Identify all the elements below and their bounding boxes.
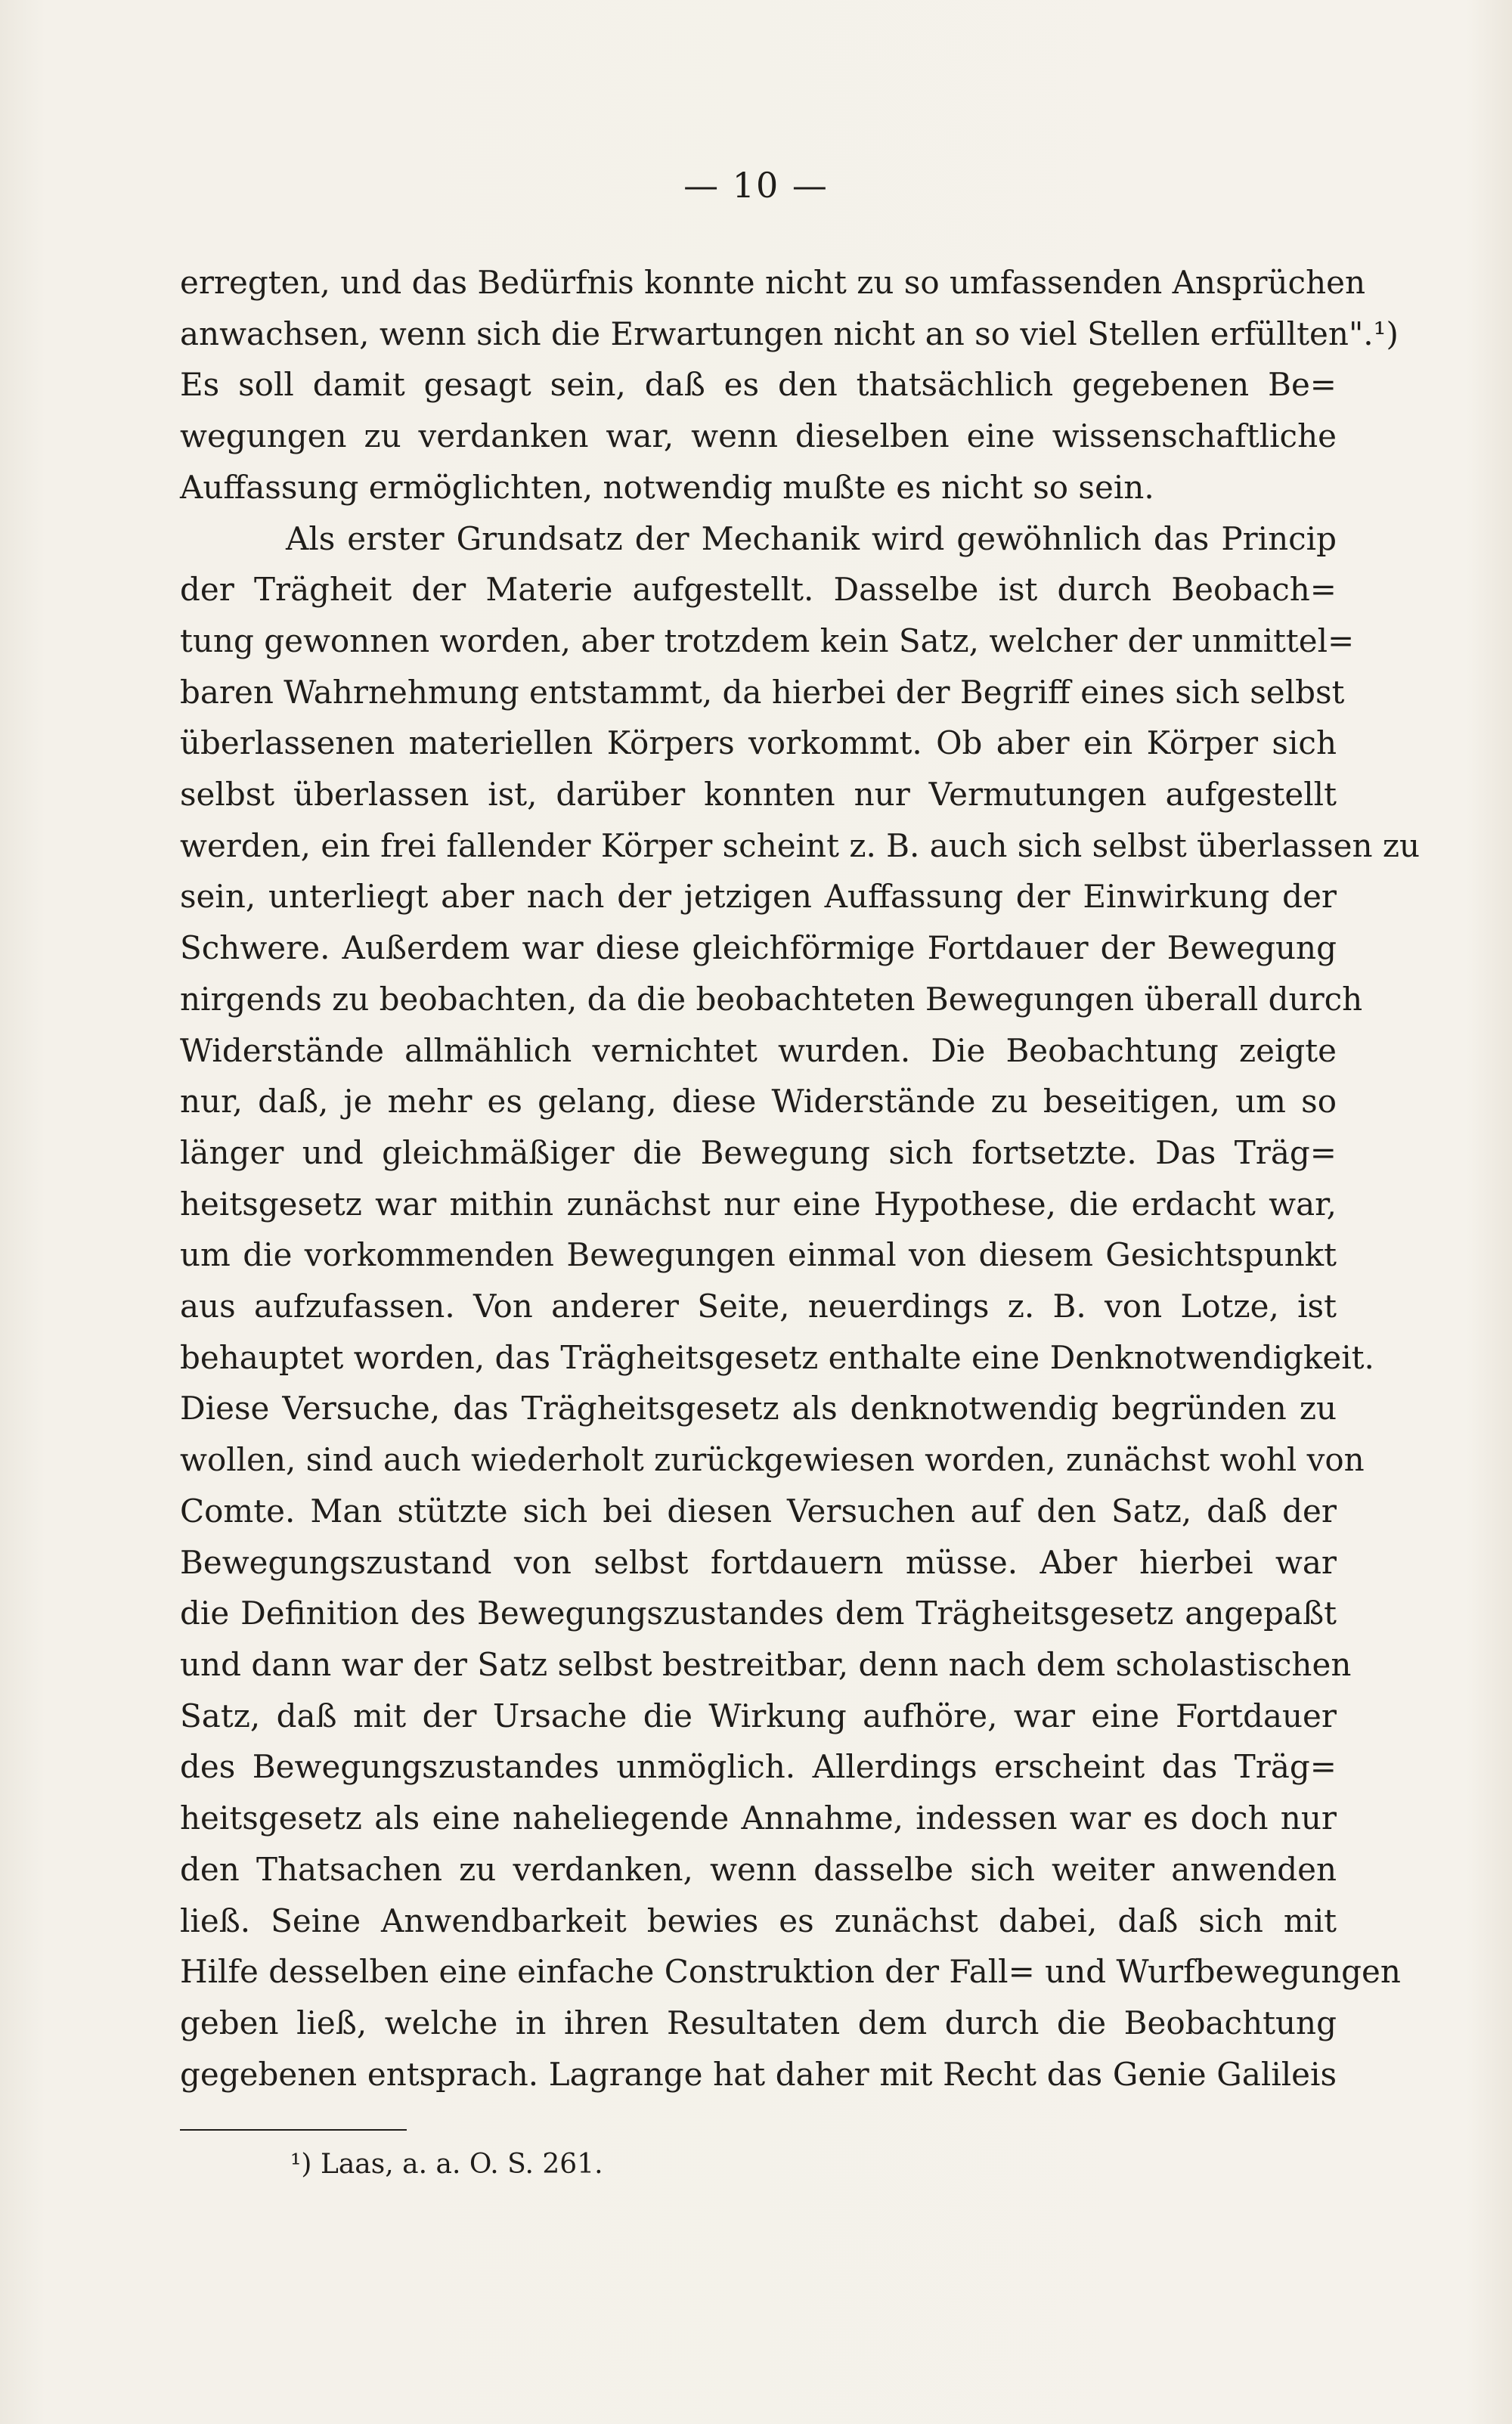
- text-line: baren Wahrnehmung entstammt, da hierbei der Begriff eines sich selbst: [180, 673, 1345, 711]
- text-line: werden, ein frei fallender Körper scheint z. B. auch sich selbst überlassen zu: [180, 826, 1421, 864]
- text-line: Auffassung ermöglichten, notwendig mußte es nicht so sein.: [180, 468, 1154, 506]
- text-line: länger und gleichmäßiger die Bewegung sich fortsetzte. Das Träg=: [180, 1133, 1337, 1171]
- text-line: Hilfe desselben eine einfache Construktion der Fall= und Wurfbewegungen: [180, 1953, 1401, 1991]
- text-line: wegungen zu verdanken war, wenn dieselben eine wissenschaftliche: [180, 417, 1337, 455]
- text-line: heitsgesetz war mithin zunächst nur eine Hypothese, die erdacht war,: [180, 1185, 1337, 1223]
- footnote-marker: ¹): [290, 2149, 312, 2180]
- text-line: wollen, sind auch wiederholt zurückgewiesen worden, zunächst wohl von: [180, 1441, 1365, 1479]
- text-line: Satz, daß mit der Ursache die Wirkung aufhöre, war eine Fortdauer: [180, 1697, 1337, 1734]
- text-line: Es soll damit gesagt sein, daß es den thatsächlich gegebenen Be=: [180, 366, 1337, 404]
- text-line: Schwere. Außerdem war diese gleichförmige Fortdauer der Bewegung: [180, 929, 1337, 967]
- text-line: die Definition des Bewegungszustandes dem Trägheitsgesetz angepaßt: [180, 1595, 1337, 1632]
- text-line: Diese Versuche, das Trägheitsgesetz als denknotwendig begründen zu: [180, 1390, 1337, 1427]
- page-number: — 10 —: [683, 165, 829, 206]
- text-line: anwachsen, wenn sich die Erwartungen nicht an so viel Stellen erfüllten".¹): [180, 315, 1399, 352]
- text-line: um die vorkommenden Bewegungen einmal von diesem Gesichtspunkt: [180, 1236, 1337, 1274]
- text-line: aus aufzufassen. Von anderer Seite, neuerdings z. B. von Lotze, ist: [180, 1288, 1337, 1325]
- text-line: Widerstände allmählich vernichtet wurden. Die Beobachtung zeigte: [180, 1031, 1337, 1069]
- text-line: Als erster Grundsatz der Mechanik wird gewöhnlich das Princip: [286, 519, 1337, 557]
- text-line: sein, unterliegt aber nach der jetzigen Auffassung der Einwirkung der: [180, 878, 1337, 916]
- footnote-text: Laas, a. a. O. S. 261.: [320, 2149, 603, 2180]
- text-line: erregten, und das Bedürfnis konnte nicht zu so umfassenden Ansprüchen: [180, 264, 1366, 301]
- text-line: behauptet worden, das Trägheitsgesetz enthalte eine Denknotwendigkeit.: [180, 1338, 1374, 1376]
- text-line: Comte. Man stützte sich bei diesen Versuchen auf den Satz, daß der: [180, 1492, 1337, 1530]
- text-line: ließ. Seine Anwendbarkeit bewies es zunächst dabei, daß sich mit: [180, 1902, 1337, 1939]
- text-line: und dann war der Satz selbst bestreitbar, denn nach dem scholastischen: [180, 1645, 1352, 1683]
- text-line: der Trägheit der Materie aufgestellt. Dasselbe ist durch Beobach=: [180, 571, 1337, 609]
- text-line: tung gewonnen worden, aber trotzdem kein Satz, welcher der unmittel=: [180, 621, 1355, 659]
- text-line: gegebenen entsprach. Lagrange hat daher mit Recht das Genie Galileis: [180, 2055, 1337, 2093]
- text-line: des Bewegungszustandes unmöglich. Allerdings erscheint das Träg=: [180, 1748, 1337, 1786]
- text-line: nirgends zu beobachten, da die beobachteten Bewegungen überall durch: [180, 980, 1363, 1018]
- text-line: nur, daß, je mehr es gelang, diese Widerstände zu beseitigen, um so: [180, 1083, 1337, 1121]
- footnote: [290, 2146, 603, 2184]
- text-line: geben ließ, welche in ihren Resultaten dem durch die Beobachtung: [180, 2004, 1337, 2041]
- text-line: Bewegungszustand von selbst fortdauern müsse. Aber hierbei war: [180, 1543, 1337, 1581]
- text-line: heitsgesetz als eine naheliegende Annahme, indessen war es doch nur: [180, 1799, 1337, 1837]
- text-line: selbst überlassen ist, darüber konnten nur Vermutungen aufgestellt: [180, 776, 1337, 814]
- footnote-rule: [180, 2129, 407, 2131]
- text-line: den Thatsachen zu verdanken, wenn dasselbe sich weiter anwenden: [180, 1850, 1337, 1888]
- text-line: überlassenen materiellen Körpers vorkommt. Ob aber ein Körper sich: [180, 724, 1337, 762]
- body-text: [180, 257, 1421, 2100]
